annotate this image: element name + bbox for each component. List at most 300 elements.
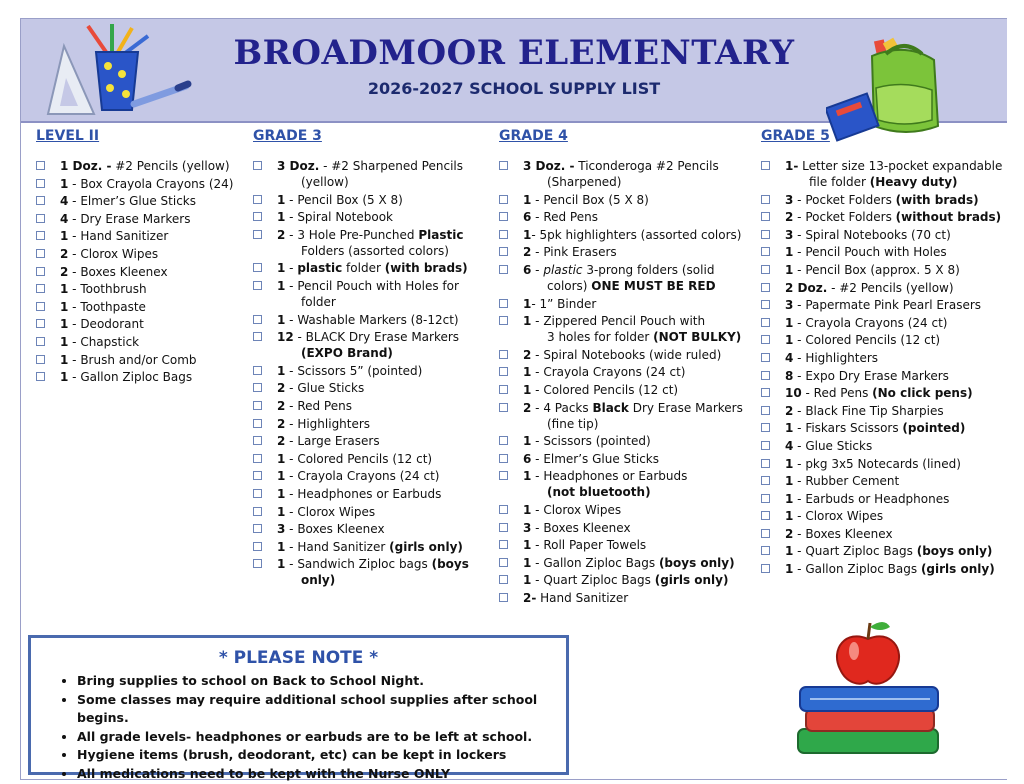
supply-item <box>761 350 1006 366</box>
checkbox-icon <box>761 406 770 415</box>
item-continuation <box>277 294 493 310</box>
checkbox-icon <box>499 454 508 463</box>
checkbox-icon <box>761 388 770 397</box>
item-text: - Rubber Cement <box>793 474 900 489</box>
item-quantity: 2 <box>785 526 794 541</box>
item-quantity: 1 <box>277 469 286 484</box>
item-emphasis: (girls only) <box>654 573 729 588</box>
supply-item <box>761 332 1006 348</box>
checkbox-icon <box>36 337 45 346</box>
item-quantity: 2 <box>523 400 532 415</box>
item-emphasis: (boys only) <box>658 555 735 570</box>
item-continuation-text: (fine tip) <box>547 416 599 431</box>
item-continuation-text: Folders (assorted colors) <box>301 243 449 258</box>
checkbox-icon <box>253 315 262 324</box>
item-continuation <box>277 174 493 190</box>
column-grade-3 <box>253 128 493 590</box>
item-quantity: 1 <box>785 562 794 577</box>
checkbox-icon <box>253 161 262 170</box>
item-text: - Colored Pencils (12 ct) <box>793 333 941 348</box>
item-quantity: 2 <box>523 245 532 260</box>
item-continuation-bold: only) <box>301 573 336 588</box>
item-quantity: 1 Doz. - <box>60 159 112 173</box>
supply-item <box>253 468 493 484</box>
item-quantity: 1 <box>60 317 69 332</box>
item-text: - Clorox Wipes <box>793 509 884 524</box>
supply-item <box>253 209 493 225</box>
item-text: - Sandwich Ziploc bags <box>285 557 432 572</box>
column-grade-5 <box>761 128 1006 579</box>
item-continuation-bold: (not bluetooth) <box>547 485 651 500</box>
item-text: - <box>285 261 298 276</box>
item-text: - Red Pens <box>285 398 352 413</box>
item-text: - Papermate Pink Pearl Erasers <box>793 298 982 313</box>
checkbox-icon <box>761 195 770 204</box>
item-quantity: 6 <box>523 262 532 277</box>
item-quantity: 1 <box>523 382 532 397</box>
item-text: - Gallon Ziploc Bags <box>793 562 921 577</box>
item-quantity: 3 <box>523 520 532 535</box>
item-continuation-text: colors) <box>547 278 592 293</box>
item-continuation-bold: (NOT BULKY) <box>653 330 742 345</box>
item-quantity: 1 <box>277 363 286 378</box>
supply-item <box>253 363 493 379</box>
item-quantity: 2- <box>523 590 537 605</box>
item-continuation <box>277 345 493 361</box>
note-bullet: • All medications need to be kept with the Nurse ONLY <box>77 765 566 784</box>
supply-item <box>499 468 757 500</box>
item-quantity: 1 <box>277 539 286 554</box>
supply-item <box>761 192 1006 208</box>
supply-item <box>36 352 246 368</box>
item-quantity: 2 <box>277 416 286 431</box>
item-quantity: 3 <box>785 192 794 207</box>
supply-item <box>761 244 1006 260</box>
supply-item <box>761 438 1006 454</box>
supply-item <box>761 403 1006 419</box>
item-text-tail: 3-prong folders (solid <box>582 262 715 277</box>
checkbox-icon <box>253 383 262 392</box>
item-quantity: 3 <box>785 227 794 242</box>
checkbox-icon <box>761 247 770 256</box>
checkbox-icon <box>36 161 45 170</box>
item-text: - Red Pens <box>531 210 598 225</box>
item-text: - Roll Paper Towels <box>531 538 647 553</box>
checkbox-icon <box>761 441 770 450</box>
note-title: * PLEASE NOTE * <box>218 648 379 668</box>
item-text: - pkg 3x5 Notecards (lined) <box>793 456 961 471</box>
item-quantity: 1 <box>523 227 532 242</box>
item-text: - Red Pens <box>801 386 873 401</box>
item-text: - <box>531 262 544 277</box>
checkbox-icon <box>499 367 508 376</box>
supply-item <box>761 227 1006 243</box>
item-text: - Crayola Crayons (24 ct) <box>793 315 948 330</box>
checkbox-icon <box>499 575 508 584</box>
item-quantity: 1 <box>277 557 286 572</box>
supply-item <box>253 451 493 467</box>
checkbox-icon <box>761 546 770 555</box>
checkbox-icon <box>761 353 770 362</box>
column-grade-4 <box>499 128 757 607</box>
checkbox-icon <box>36 214 45 223</box>
checkbox-icon <box>761 459 770 468</box>
checkbox-icon <box>253 230 262 239</box>
supply-item <box>36 228 246 244</box>
item-emphasis: plastic <box>297 261 343 276</box>
item-text: - Fiskars Scissors <box>793 421 903 436</box>
item-quantity: 1 <box>785 315 794 330</box>
supply-item <box>253 398 493 414</box>
item-quantity: 1 <box>785 245 794 260</box>
item-text: - Glue Sticks <box>793 438 873 453</box>
item-continuation <box>523 278 757 294</box>
checkbox-icon <box>253 419 262 428</box>
supply-item <box>499 400 757 432</box>
checkbox-icon <box>761 564 770 573</box>
item-quantity: 3 <box>277 522 286 537</box>
item-continuation-bold: (EXPO Brand) <box>301 346 393 361</box>
item-text: Hand Sanitizer <box>536 590 629 605</box>
item-quantity: 1 <box>277 192 286 207</box>
supply-list <box>253 158 493 588</box>
checkbox-icon <box>761 423 770 432</box>
item-emphasis: (with brads) <box>895 192 979 207</box>
item-text: - Pocket Folders <box>793 210 896 225</box>
supply-item <box>253 260 493 276</box>
item-text: - Colored Pencils (12 ct) <box>531 382 679 397</box>
item-quantity: 1 <box>523 365 532 380</box>
checkbox-icon <box>253 471 262 480</box>
item-text: - Toothbrush <box>68 282 147 297</box>
item-quantity: 1 <box>60 176 69 191</box>
checkbox-icon <box>499 403 508 412</box>
item-quantity: 1 <box>523 469 532 484</box>
item-text: - Headphones or Earbuds <box>531 469 688 484</box>
item-continuation-text: file folder <box>809 175 870 189</box>
checkbox-icon <box>253 332 262 341</box>
supply-item <box>499 244 757 260</box>
supply-item <box>499 555 757 571</box>
item-quantity: 2 <box>277 398 286 413</box>
item-text: - Scissors (pointed) <box>531 434 651 449</box>
supply-item <box>36 369 246 385</box>
item-text-tail: Dry Erase Markers <box>628 400 743 415</box>
supply-item <box>761 473 1006 489</box>
checkbox-icon <box>761 494 770 503</box>
checkbox-icon <box>36 249 45 258</box>
apple-books-icon <box>790 615 950 765</box>
item-quantity: 2 <box>277 227 286 242</box>
supply-item <box>36 158 246 174</box>
item-quantity: 1 <box>523 314 532 329</box>
item-quantity: 1 <box>523 502 532 517</box>
item-continuation-text: 3 holes for folder <box>547 330 654 345</box>
note-bullet: • Hygiene items (brush, deodorant, etc) can be kept in lockers <box>77 746 566 765</box>
supply-item <box>499 347 757 363</box>
item-quantity: 1 <box>785 474 794 489</box>
item-quantity: 1 <box>277 451 286 466</box>
supply-item <box>499 451 757 467</box>
checkbox-icon <box>761 511 770 520</box>
supply-item <box>253 521 493 537</box>
checkbox-icon <box>499 471 508 480</box>
item-quantity: 1 <box>60 282 69 297</box>
supply-item <box>499 537 757 553</box>
supply-item <box>761 526 1006 542</box>
supply-item <box>761 280 1006 296</box>
note-bullets <box>31 672 566 784</box>
item-quantity: 1 <box>277 261 286 276</box>
checkbox-icon <box>253 436 262 445</box>
item-text: - Pencil Box (5 X 8) <box>531 192 649 207</box>
item-quantity: 2 <box>277 381 286 396</box>
item-quantity: 1 <box>277 312 286 327</box>
item-quantity: 1 <box>785 544 794 559</box>
item-emphasis: Black <box>592 400 629 415</box>
item-text: - Earbuds or Headphones <box>793 491 950 506</box>
column-heading: GRADE 4 <box>499 128 568 144</box>
supply-item <box>761 456 1006 472</box>
checkbox-icon <box>499 523 508 532</box>
supply-item <box>761 368 1006 384</box>
item-continuation-bold: ONE MUST BE RED <box>591 278 716 293</box>
supply-item <box>499 262 757 294</box>
item-quantity: 1 <box>785 333 794 348</box>
item-text: - Spiral Notebook <box>285 210 393 225</box>
checkbox-icon <box>36 355 45 364</box>
item-text: - Dry Erase Markers <box>68 211 191 226</box>
supply-item <box>499 227 757 243</box>
item-text: - 1” Binder <box>531 296 597 311</box>
item-quantity: 1 <box>277 210 286 225</box>
supply-item <box>499 572 757 588</box>
checkbox-icon <box>36 284 45 293</box>
supply-item <box>761 561 1006 577</box>
item-text: - Pencil Box (approx. 5 X 8) <box>793 262 960 277</box>
item-quantity: 1 <box>523 296 532 311</box>
checkbox-icon <box>499 385 508 394</box>
supply-item <box>499 382 757 398</box>
item-text: - Scissors 5” (pointed) <box>285 363 423 378</box>
item-quantity: 1 <box>277 504 286 519</box>
supply-item <box>499 520 757 536</box>
item-text: - Boxes Kleenex <box>285 522 385 537</box>
item-text: - Pink Erasers <box>531 245 617 260</box>
art-supplies-icon <box>36 22 196 122</box>
item-quantity: 3 <box>785 298 794 313</box>
item-text: - Spiral Notebooks (70 ct) <box>793 227 951 242</box>
item-quantity: 1 <box>277 278 286 293</box>
supply-item <box>253 556 493 588</box>
supply-item <box>499 502 757 518</box>
item-quantity: 1 <box>523 573 532 588</box>
item-text: - Quart Ziploc Bags <box>793 544 917 559</box>
item-quantity: 1 <box>785 491 794 506</box>
item-quantity: 4 <box>60 194 69 209</box>
checkbox-icon <box>36 231 45 240</box>
supply-item <box>253 380 493 396</box>
item-text: - Box Crayola Crayons (24) <box>68 176 234 191</box>
item-quantity: 3 Doz. - <box>523 159 575 173</box>
page-title: BROADMOOR ELEMENTARY <box>233 33 795 73</box>
item-quantity: 1 <box>785 456 794 471</box>
item-text: - Hand Sanitizer <box>285 539 390 554</box>
checkbox-icon <box>761 476 770 485</box>
item-quantity: 2 <box>60 264 69 279</box>
item-quantity: 1 <box>523 555 532 570</box>
item-text: - Black Fine Tip Sharpies <box>793 403 944 418</box>
item-text: - Washable Markers (8-12ct) <box>285 312 459 327</box>
checkbox-icon <box>253 489 262 498</box>
item-text: - Boxes Kleenex <box>68 264 168 279</box>
item-text: - Zippered Pencil Pouch with <box>531 314 706 329</box>
item-text: - Highlighters <box>793 350 879 365</box>
item-text: #2 Pencils (yellow) <box>111 159 230 173</box>
item-text: - Highlighters <box>285 416 371 431</box>
supply-item <box>253 192 493 208</box>
item-text: - Brush and/or Comb <box>68 352 197 367</box>
checkbox-icon <box>253 542 262 551</box>
item-text: - Boxes Kleenex <box>531 520 631 535</box>
item-text: - Toothpaste <box>68 299 146 314</box>
item-quantity: 6 <box>523 451 532 466</box>
checkbox-icon <box>253 524 262 533</box>
item-text: - Clorox Wipes <box>531 502 622 517</box>
checkbox-icon <box>499 505 508 514</box>
item-text: Ticonderoga #2 Pencils <box>574 159 719 173</box>
item-text: - Pocket Folders <box>793 192 896 207</box>
column-heading: LEVEL II <box>36 128 100 144</box>
item-quantity: 1 <box>60 352 69 367</box>
checkbox-icon <box>761 371 770 380</box>
item-continuation <box>277 243 493 259</box>
checkbox-icon <box>253 559 262 568</box>
supply-item <box>253 227 493 259</box>
item-text: - Boxes Kleenex <box>793 526 893 541</box>
item-quantity: 4 <box>60 211 69 226</box>
supply-item <box>253 486 493 502</box>
supply-item <box>761 262 1006 278</box>
item-emphasis: (boys <box>431 557 469 572</box>
checkbox-icon <box>499 230 508 239</box>
supply-item <box>499 313 757 345</box>
item-text: - Hand Sanitizer <box>68 229 169 244</box>
supply-item <box>36 316 246 332</box>
checkbox-icon <box>499 558 508 567</box>
item-emphasis: (girls only) <box>389 539 463 554</box>
item-quantity: 1 <box>523 434 532 449</box>
note-bullet: • All grade levels- headphones or earbuds are to be left at school. <box>77 728 566 747</box>
item-text: Letter size 13-pocket expandable <box>798 159 1003 173</box>
supply-item <box>761 297 1006 313</box>
supply-item <box>499 158 757 190</box>
column-level-ii <box>36 128 246 387</box>
page-subtitle: 2026-2027 SCHOOL SUPPLY LIST <box>367 79 661 98</box>
item-quantity: 1 <box>785 262 794 277</box>
checkbox-icon <box>761 161 770 170</box>
supply-item <box>253 539 493 555</box>
item-continuation <box>785 174 1006 190</box>
checkbox-icon <box>253 212 262 221</box>
item-text: - Elmer’s Glue Sticks <box>531 451 660 466</box>
item-text: - 3 Hole Pre-Punched <box>285 227 419 242</box>
item-continuation-text: (Sharpened) <box>547 175 622 189</box>
item-quantity: 12 <box>277 330 294 345</box>
supply-item <box>36 299 246 315</box>
item-quantity: 1 <box>523 538 532 553</box>
supply-item <box>761 158 1006 190</box>
item-text: - Crayola Crayons (24 ct) <box>531 365 686 380</box>
item-text: - Spiral Notebooks (wide ruled) <box>531 347 722 362</box>
item-text: - Colored Pencils (12 ct) <box>285 451 433 466</box>
supply-item <box>499 590 757 606</box>
supply-item <box>761 209 1006 225</box>
supply-item <box>36 211 246 227</box>
checkbox-icon <box>253 263 262 272</box>
item-text: - Clorox Wipes <box>68 246 159 261</box>
checkbox-icon <box>499 161 508 170</box>
supply-item <box>761 315 1006 331</box>
item-quantity: 1 <box>60 229 69 244</box>
item-text: - Gallon Ziploc Bags <box>531 555 659 570</box>
checkbox-icon <box>253 401 262 410</box>
supply-item <box>761 543 1006 559</box>
checkbox-icon <box>36 179 45 188</box>
supply-item <box>253 278 493 310</box>
item-continuation <box>523 416 757 432</box>
item-quantity: 1 <box>60 370 69 385</box>
checkbox-icon <box>253 507 262 516</box>
checkbox-icon <box>761 212 770 221</box>
checkbox-icon <box>36 302 45 311</box>
supply-item <box>761 508 1006 524</box>
checkbox-icon <box>761 318 770 327</box>
checkbox-icon <box>761 230 770 239</box>
supply-item <box>253 329 493 361</box>
item-quantity: 3 Doz. <box>277 159 320 173</box>
checkbox-icon <box>499 540 508 549</box>
item-text: - Pencil Pouch with Holes <box>793 245 947 260</box>
checkbox-icon <box>761 283 770 292</box>
item-continuation-bold: (Heavy duty) <box>869 175 958 189</box>
checkbox-icon <box>36 372 45 381</box>
supply-item <box>761 420 1006 436</box>
column-heading: GRADE 3 <box>253 128 322 144</box>
item-text: - Glue Sticks <box>285 381 365 396</box>
supply-item <box>36 264 246 280</box>
item-text: - BLACK Dry Erase Markers <box>293 330 460 345</box>
supply-item <box>36 281 246 297</box>
checkbox-icon <box>253 195 262 204</box>
checkbox-icon <box>499 212 508 221</box>
supply-item <box>253 312 493 328</box>
item-text: - Clorox Wipes <box>285 504 376 519</box>
please-note-box <box>28 635 569 781</box>
checkbox-icon <box>499 350 508 359</box>
item-quantity: 2 <box>60 246 69 261</box>
checkbox-icon <box>36 319 45 328</box>
supply-list <box>499 158 757 606</box>
item-emphasis: plastic <box>543 262 583 277</box>
item-quantity: 1 <box>60 334 69 349</box>
supply-item <box>36 246 246 262</box>
item-quantity: 1 <box>523 192 532 207</box>
item-text: - #2 Pencils (yellow) <box>827 280 954 295</box>
item-emphasis: (with brads) <box>384 261 468 276</box>
item-quantity: 1 <box>277 486 286 501</box>
checkbox-icon <box>253 281 262 290</box>
